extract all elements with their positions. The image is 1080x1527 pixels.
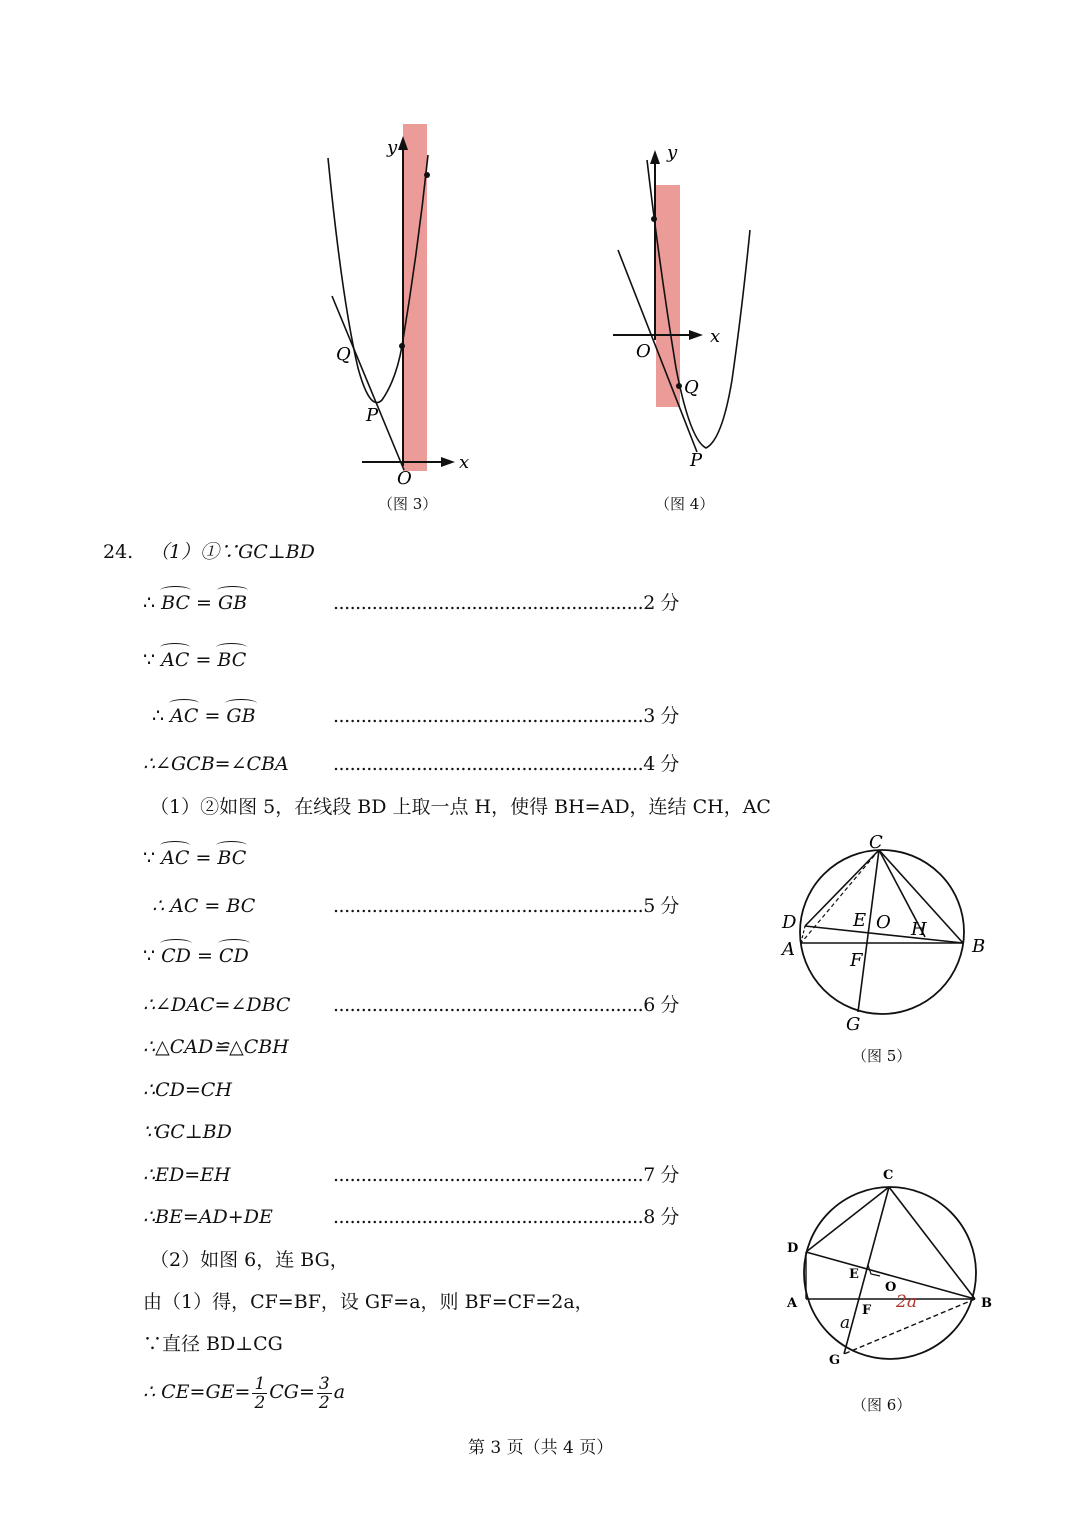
solution-line-14: ∴ED=EH [143,1164,231,1186]
solution-line-6: （1）②如图 5，在线段 BD 上取一点 H，使得 BH=AD，连结 CH，AC [150,796,771,818]
label-h: H [911,919,927,940]
label-f: F [862,1303,872,1318]
label-e: E [849,1267,859,1282]
score-6: ........................................................6 分 [333,994,679,1016]
point [651,216,657,222]
solution-line-9: ∵ CD = CD [143,945,249,967]
solution-line-10: ∴∠DAC=∠DBC [143,994,291,1016]
tangent-line [332,296,404,470]
label-e: E [853,910,867,931]
segment-ad [801,926,805,943]
label-o: O [397,468,412,489]
length-a-annotation: a [840,1313,851,1333]
label-c: C [869,832,883,853]
solution-line-11: ∴△CAD≌△CBH [143,1036,289,1058]
solution-line-12: ∴CD=CH [143,1079,232,1101]
point [676,383,682,389]
score-2: ........................................................2 分 [333,592,679,614]
label-g: G [829,1353,841,1368]
figure-5-caption: （图 5） [852,1047,912,1065]
solution-line-15: ∴BE=AD+DE [143,1206,273,1228]
label-p: P [366,405,379,426]
label-a: A [787,1296,798,1311]
score-5: ........................................................5 分 [333,895,679,917]
point [424,172,430,178]
figure-5 [775,830,995,1040]
question-number: 24. [103,541,134,563]
solution-line-3: ∵ AC = BC [143,649,247,671]
figure-4-caption: （图 4） [655,495,715,513]
solution-line-4: ∴ AC = GB [152,705,256,727]
label-x: x [459,452,470,473]
solution-line-16: （2）如图 6，连 BG， [150,1249,349,1271]
solution-line-1: （1）①∵GC⊥BD [150,541,315,563]
label-o: O [636,341,651,362]
page-footer: 第 3 页（共 4 页） [468,1438,614,1458]
label-y: y [667,142,678,163]
label-c: C [883,1168,894,1183]
label-o: O [876,912,891,933]
label-x: x [710,326,721,347]
solution-line-17: 由（1）得，CF=BF，设 GF=a，则 BF=CF=2a， [143,1291,594,1313]
segment-cb [889,1187,975,1299]
solution-line-8: ∴ AC = BC [152,895,256,917]
score-4: ........................................................4 分 [333,753,679,775]
solution-line-18: ∵直径 BD⊥CG [143,1333,283,1355]
y-arrow [650,150,660,164]
score-8: ........................................................8 分 [333,1206,679,1228]
figure-6-caption: （图 6） [852,1396,912,1414]
point [399,343,405,349]
figure-3-caption: （图 3） [378,495,438,513]
label-a: A [782,939,795,960]
label-q: Q [336,344,351,365]
length-2a-annotation: 2a [896,1292,917,1312]
solution-line-19: ∴ CE=GE= $\frac{1}{2}$ CG= $\frac{3}{2}$ a [143,1373,346,1413]
label-g: G [846,1014,861,1035]
circle [804,1187,976,1359]
label-o: O [885,1280,897,1295]
figure-6 [775,1160,995,1375]
score-7: ........................................................7 分 [333,1164,679,1186]
solution-line-7: ∵ AC = BC [143,847,247,869]
label-p: P [690,450,703,471]
score-3: ........................................................3 分 [333,705,679,727]
label-b: B [981,1296,992,1311]
label-d: D [787,1241,799,1256]
x-arrow [689,330,703,340]
label-y: y [387,137,398,158]
solution-line-2: ∴ BC = GB [143,592,248,614]
label-d: D [782,912,797,933]
x-arrow [441,457,455,467]
highlight-bar [403,124,427,471]
solution-line-13: ∵GC⊥BD [143,1121,232,1143]
figure-3 [300,115,500,495]
label-q: Q [684,377,699,398]
figure-4 [600,135,770,475]
segment-cd [806,1187,889,1252]
label-f: F [850,950,863,971]
solution-line-5: ∴∠GCB=∠CBA [143,753,289,775]
label-b: B [972,936,986,957]
